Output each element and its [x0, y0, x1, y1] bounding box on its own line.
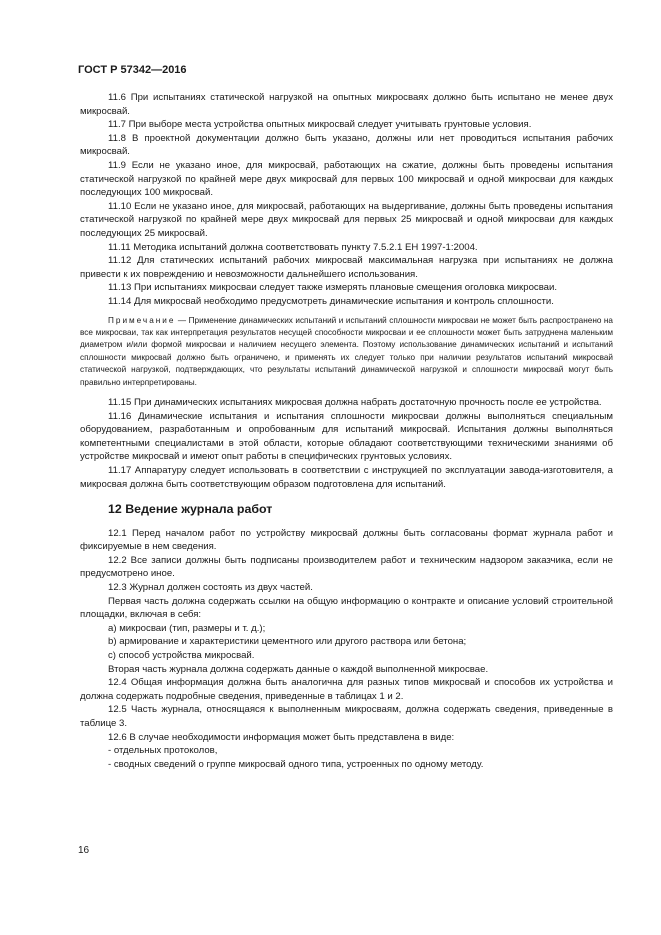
paragraph-12-3-part1: Первая часть должна содержать ссылки на общую информацию о контракте и описание условий строительной площадки, включая в себя: — [80, 595, 613, 621]
paragraph-12-2: 12.2 Все записи должны быть подписаны производителем работ и техническим надзором заказчика, если не предусмотрено иное. — [80, 554, 613, 580]
paragraph-11-8: 11.8 В проектной документации должно быть указано, должны или нет проводиться испытания рабочих микросвай. — [80, 132, 613, 158]
page-number: 16 — [78, 845, 90, 856]
paragraph-11-13: 11.13 При испытаниях микросваи следует также измерять плановые смещения оголовка микросваи. — [108, 282, 558, 294]
note-label: Примечание — [108, 315, 176, 325]
paragraph-12-6: 12.6 В случае необходимости информация может быть представлена в виде: — [108, 731, 455, 743]
paragraph-11-15: 11.15 При динамических испытаниях микросвая должна набрать достаточную прочность после ее устройства. — [108, 396, 602, 408]
dash-item-1: - отдельных протоколов, — [108, 745, 218, 757]
paragraph-11-14: 11.14 Для микросвай необходимо предусмотреть динамические испытания и контроль сплошности. — [108, 295, 554, 307]
page-content — [80, 91, 613, 771]
paragraph-11-16: 11.16 Динамические испытания и испытания сплошности микросваи должны выполняться специальным оборудованием, разработанным и опробованным для испытаний микросвай. Испытания должны выполняться компетентными специалистами в этой области, которые обладают соответствующими техническими знаниями об устройстве микросвай и имеют опыт работы в специфических грунтовых условиях. — [80, 410, 613, 463]
paragraph-11-7: 11.7 При выборе места устройства опытных микросвай следует учитывать грунтовые условия. — [108, 119, 532, 131]
list-item-c: c) способ устройства микросвай. — [108, 650, 255, 662]
paragraph-12-3-part2: Вторая часть журнала должна содержать данные о каждой выполненной микросвае. — [108, 663, 489, 675]
paragraph-11-10: 11.10 Если не указано иное, для микросвай, работающих на выдергивание, должны быть проведены испытания статической нагрузкой по крайней мере двух микросвай для первых 25 микросвай и одной микросваи для каждых последующих 25 микросвай. — [80, 200, 613, 239]
section-12-title: 12 Ведение журнала работ — [108, 502, 273, 517]
paragraph-12-1: 12.1 Перед началом работ по устройству микросвай должны быть согласованы формат журнала работ и фиксируемые в нем сведения. — [80, 527, 613, 553]
list-item-b: b) армирование и характеристики цементного или другого раствора или бетона; — [108, 636, 467, 648]
paragraph-11-17: 11.17 Аппаратуру следует использовать в соответствии с инструкцией по эксплуатации завода-изготовителя, а микросвая должна быть соответствующим образом подготовлена для испытаний. — [80, 464, 613, 490]
note-text: — Применение динамических испытаний и испытаний сплошности микросваи не может быть распространено на все микросваи, так как интерпретация результатов несущей способности микросваи и ее сплошности может быть затруднена маленьким диаметром и/или формой микросваи и наличием несущего элемента. Поэтому использование динамических испытаний и испытаний сплошности микросвай должно быть ограничено, и применять их следует только при наличии результатов испытаний микросвай статической нагрузкой, подтверждающих, что результаты испытаний динамической нагрузкой и сплошности микросвай могут быть правильно интерпретированы. — [80, 315, 613, 387]
paragraph-12-5: 12.5 Часть журнала, относящаяся к выполненным микросваям, должна содержать сведения, приведенные в таблице 3. — [80, 704, 613, 729]
paragraph-11-12: 11.12 Для статических испытаний рабочих микросвай максимальная нагрузка при испытаниях не должна привести к их повреждению и невозможности дальнейшего использования. — [80, 255, 613, 280]
document-header: ГОСТ Р 57342—2016 — [78, 64, 187, 76]
dash-item-2: - сводных сведений о группе микросвай одного типа, устроенных по одному методу. — [108, 758, 484, 770]
note-block — [80, 315, 613, 389]
list-item-a: a) микросваи (тип, размеры и т. д.); — [108, 622, 266, 634]
paragraph-11-6: 11.6 При испытаниях статической нагрузкой на опытных микросваях должно быть испытано не менее двух микросвай. — [80, 92, 613, 117]
paragraph-12-3: 12.3 Журнал должен состоять из двух частей. — [108, 582, 313, 594]
paragraph-11-11: 11.11 Методика испытаний должна соответствовать пункту 7.5.2.1 ЕН 1997-1:2004. — [108, 241, 478, 253]
paragraph-11-9: 11.9 Если не указано иное, для микросвай, работающих на сжатие, должны быть проведены испытания статической нагрузкой по крайней мере двух микросвай для первых 100 микросвай и одной микросваи для каждых последующих 100 микросвай. — [80, 159, 613, 199]
paragraph-12-4: 12.4 Общая информация должна быть аналогична для разных типов микросвай и способов их устройства и должна содержать подробные сведения, приведенные в таблицах 1 и 2. — [80, 677, 613, 702]
